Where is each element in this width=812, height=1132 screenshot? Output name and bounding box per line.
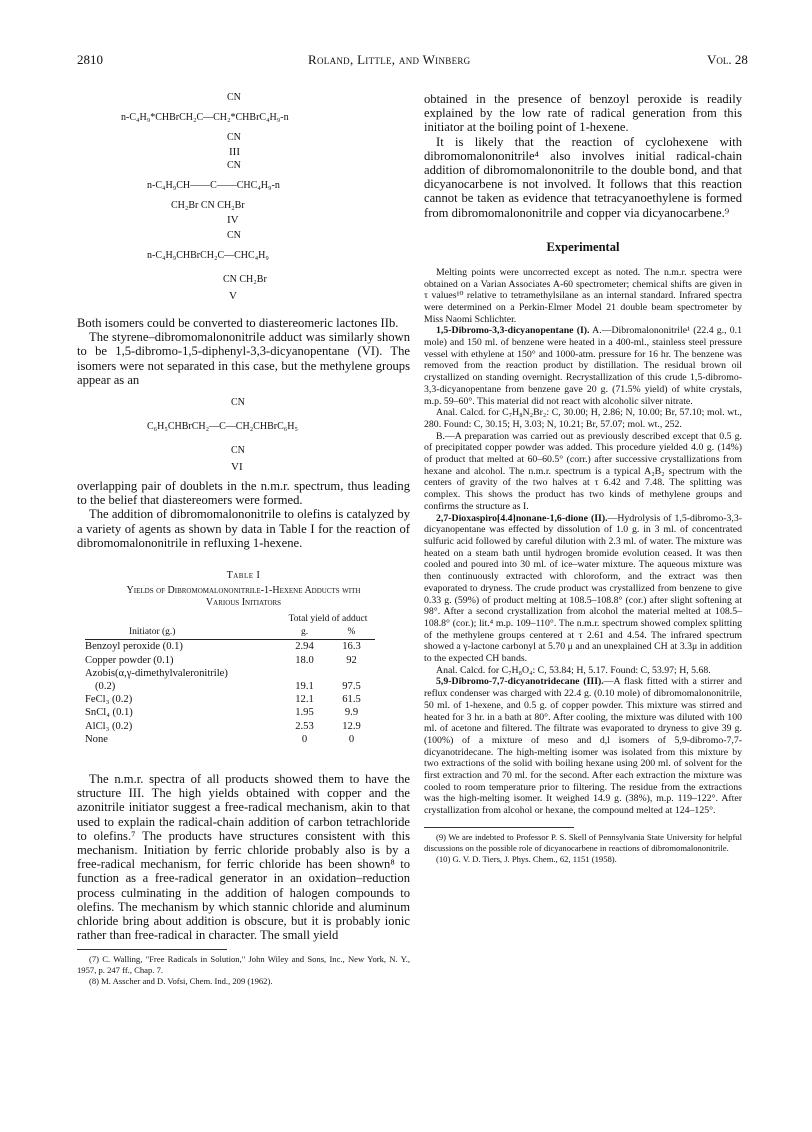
paragraph: obtained in the presence of benzoyl peroxide is readily explained by the low rate of radical generation from this initiator at the boiling point of 1-hexene. [424,92,742,135]
table-row [85,667,375,680]
table-row [85,654,375,667]
yields-table [85,613,375,746]
table-cell: 61.5 [342,694,361,706]
table-title-line1: Yields of Dibromomalononitrile-1-Hexene Adducts with [126,585,361,597]
table-row [85,693,375,706]
paragraph: The styrene–dibromomalononitrile adduct was similarly shown to be 1,5-dibromo-1,5-diphenyl-3,3-dicyanopentane (VI). The isomers were not separated in this case, but the methylene groups appear as an [77,330,410,387]
structure-v-top: CN [227,230,241,241]
table-cell: 2.53 [295,720,314,732]
table-group-header: Total yield of adduct [288,614,368,625]
paragraph-body: A.—Dibromalononitrile¹ (22.4 g., 0.1 mole) and 150 ml. of benzene were heated in a 400-ml., stainless steel pressure vessel with ethylene at 150° and 1000-atm. pressure for 16 hr. The benzene was removed from the reaction product by distillation. The residual brown oil crystallized on standing overnight. Recrystallization of this crude 1,5-dibromo-3,3-dicyanopentane from benzene gave 20 g. (71.5% yield) of white crystals, m.p. 59–60°. This material did not react with alcoholic silver nitrate. [424,325,742,407]
table-row [85,640,375,654]
table-cell: AlCl₃ (0.2) [85,720,133,732]
structure-iii-main: n-C₄H₉*CHBrCH₂C—CH₂*CHBrC₄H₉-n [121,112,289,123]
structure-v [77,228,410,312]
structure-iv-label: IV [227,214,239,226]
footnote: (7) C. Walling, "Free Radicals in Solution," John Wiley and Sons, Inc., New York, N. Y., 1957, p. 247 ff., Chap. 7. [77,953,410,975]
table-header-initiator: Initiator (g.) [129,627,176,638]
structure-vi-main: C₆H₅CHBrCH₂—C—CH₂CHBrC₆H₅ [147,421,298,433]
table-cell: 0 [301,733,308,745]
table-cell: SnCl₄ (0.1) [85,707,133,719]
structure-iii-label: III [229,146,240,158]
table-cell: 12.1 [295,694,314,706]
paragraph: The addition of dibromomalononitrile to olefins is catalyzed by a variety of agents as shown by data in Table I for the reaction of dibromomalononitrile in refluxing 1-hexene. [77,507,410,550]
table-header-percent: % [347,627,356,638]
compound-title: 2,7-Dioxaspiro[4.4]nonane-1,6-dione (II). [436,512,608,524]
table-cell: 9.9 [344,707,359,719]
footnote: (10) G. V. D. Tiers, J. Phys. Chem., 62, 1151 (1958). [436,853,617,864]
paragraph [424,513,742,665]
paragraph: The n.m.r. spectra of all products showed them to have the structure III. The high yields obtained with copper and the azonitrile initiator suggest a free-radical mechanism, akin to that used to explain the radical-chain addition of carbon tetrachloride to olefins.⁷ The products have structures consistent with this mechanism. Initiation by ferric chloride probably also is by a free-radical mechanism, for ferric chloride has been shown⁸ to function as a free-radical generator in an oxidation–reduction process culminating in the addition of halogen compounds to olefins. The mechanism by which stannic chloride and aluminum chloride bring about addition is obscure, but it is probably ionic rather than free-radical in character. The small yield [77,772,410,943]
structure-iii-top: CN [227,92,241,103]
table-cell: Benzoyl peroxide (0.1) [85,641,183,653]
footnote: (9) We are indebted to Professor P. S. Skell of Pennsylvania State University for helpful discussions on the possible role of dicyanocarbene in reactions of dibromomalononitrile. [424,831,742,853]
right-column [424,92,742,865]
section-heading: Experimental [546,239,620,254]
table-title-line2: Various Initiators [205,597,282,609]
compound-title: 1,5-Dibromo-3,3-dicyanopentane (I). [436,325,590,337]
structure-v-bottom: CN CH₂Br [223,274,267,285]
compound-title: 5,9-Dibromo-7,7-dicyanotridecane (III). [436,676,604,688]
paragraph-body: —A flask fitted with a stirrer and reflux condenser was charged with 22.4 g. (0.10 mole) of dibromomalononitrile, 50 ml. of 1-hexene, and 0.5 g. of copper powder. This mixture was stirred and heated for 3 hr. in a bath at 80°. After cooling, the mixture was diluted with 100 ml. of acetone and filtered. The filtrate was evaporated to dryness to give 39 g. (100%) of a mixture of meso and d,l isomers of 5,9-dibromo-7,7-dicyanotridecane. The high-melting isomer was isolated from this mixture by two extractions of the solid with boiling hexane using 200 ml. of solvent for the first extraction and 70 ml. for the second. After each extraction the mixture was cooled to room temperature prior to filtering. The residue from the extractions was the high-melting isomer. It weighed 14.9 g. (38%), m.p. 119–122°. After crystallization from alcohol or hexane, the compound melted at 124–125°. [424,676,742,817]
table-caption: Table I [226,570,261,582]
footnote-rule [77,949,227,950]
structure-iv [77,158,410,228]
paragraph: B.—A preparation was carried out as previously described except that 0.5 g. of precipitated copper powder was added. This procedure yielded 4.0 g. (14%) of product that melted at 60–60.5° (corr.) after successive crystallizations from hexane and alcohol. The n.m.r. spectrum is a typical A₂B₂ spectrum with the centers of gravity of the two halves at τ 6.42 and 7.48. The splitting was complex. This shows the product has two kinds of methylene groups and confirms the structure as I. [424,430,742,512]
structure-iii [77,92,410,158]
table-block [77,570,410,746]
structure-v-main: n-C₄H₉CHBrCH₂C—CHC₄H₉ [147,250,269,261]
table-row [85,706,375,719]
table-cell: 92 [346,654,357,666]
paragraph [424,325,742,407]
paragraph-body: —Hydrolysis of 1,5-dibromo-3,3-dicyanopentane was effected by dissolution of 1.0 g. in 3 ml. of concentrated sulfuric acid followed by careful dilution with 2.3 ml. of water. The mixture was heated on a steam bath until hydrogen bromide evolution ceased. It was then cooled and poured into 30 ml. of ice–water mixture. The aqueous mixture was then continuously extracted with chloroform, and the extract was then evaporated to dryness. The crude product was crystallized from benzene to give 0.33 g. (59%) of product melting at 108.5–108.8° (cor.) after slight softening at 98°. After a second crystallization from alcohol the material melted at 108.5–108.8° (cor.); lit.⁴ m.p. 109–110°. The n.m.r. spectrum showed complex splitting of the methylene groups centered at τ 2.61 and 4.54. The infrared spectrum showed a γ-lactone carbonyl at 5.70 μ and an unexplained CH at 3.3μ in addition to the expected CH bands. [424,512,742,665]
structure-vi-label: VI [231,461,243,474]
structure-vi [77,393,410,479]
paragraph: Both isomers could be converted to diastereomeric lactones IIb. [77,316,399,330]
structure-vi-bottom: CN [231,445,245,457]
table-cell: None [85,733,108,745]
paragraph [424,676,742,816]
table-cell: 2.94 [295,641,314,653]
table-cell: Copper powder (0.1) [85,654,174,666]
structure-iv-bottom: CH₂Br CN CH₂Br [171,200,245,211]
paragraph: Anal. Calcd. for C₇H₈O₄: C, 53.84; H, 5.17. Found: C, 53.97; H, 5.68. [436,664,711,676]
footnote-rule [424,827,574,828]
table-header-grams: g. [300,627,309,638]
table-cell: FeCl₃ (0.2) [85,694,133,706]
table-cell: (0.2) [95,681,116,693]
table-cell: Azobis(α,γ-dimethylvaleronitrile) [85,667,228,679]
table-cell: 19.1 [295,681,314,693]
paragraph: overlapping pair of doublets in the n.m.r. spectrum, thus leading to the belief that diastereomers were formed. [77,479,410,508]
structure-v-label: V [229,290,237,302]
table-row [85,733,375,746]
table-row [85,720,375,733]
paragraph: Anal. Calcd. for C₇H₈N₂Br₂: C, 30.00; H, 2.86; N, 10.00; Br, 57.10; mol. wt., 280. Found: C, 30.15; H, 3.03; N, 10.21; Br, 57.07; mol. wt., 252. [424,407,742,430]
running-header-authors: Roland, Little, and Winberg [308,52,471,67]
table-cell: 18.0 [295,654,314,666]
table-cell: 0 [348,733,355,745]
paragraph: It is likely that the reaction of cyclohexene with dibromomalononitrile⁴ also involves initial radical-chain addition of dibromomalononitrile to the double bond, and that dicyanocarbene is not involved. It follows that this reaction cannot be taken as evidence that tetracyanoethylene is formed from dibromomalononitrile and copper via dicyanocarbene.⁹ [424,134,742,220]
structure-iii-bottom: CN [227,132,241,143]
structure-iv-main: n-C₄H₉CH——C——CHC₄H₉-n [147,180,280,191]
structure-iv-top: CN [227,160,241,171]
table-cell: 1.95 [295,707,314,719]
volume-label: Vol. 28 [707,52,748,67]
page-number: 2810 [77,52,103,67]
footnote: (8) M. Asscher and D. Vofsi, Chem. Ind., 209 (1962). [89,975,273,986]
table-row [85,680,375,693]
table-cell: 12.9 [342,720,361,732]
structure-vi-top: CN [231,397,245,409]
table-cell: 16.3 [342,641,361,653]
table-cell: 97.5 [342,681,361,693]
left-column [77,92,410,987]
paragraph: Melting points were uncorrected except as noted. The n.m.r. spectra were obtained on a Varian Associates A-60 spectrometer; chemical shifts are given in τ values¹⁰ relative to tetramethylsilane as an internal standard. Infrared spectra were determined on a Perkin-Elmer Model 21 double beam spectrometer by Miss Naomi Schlichter. [424,266,742,325]
